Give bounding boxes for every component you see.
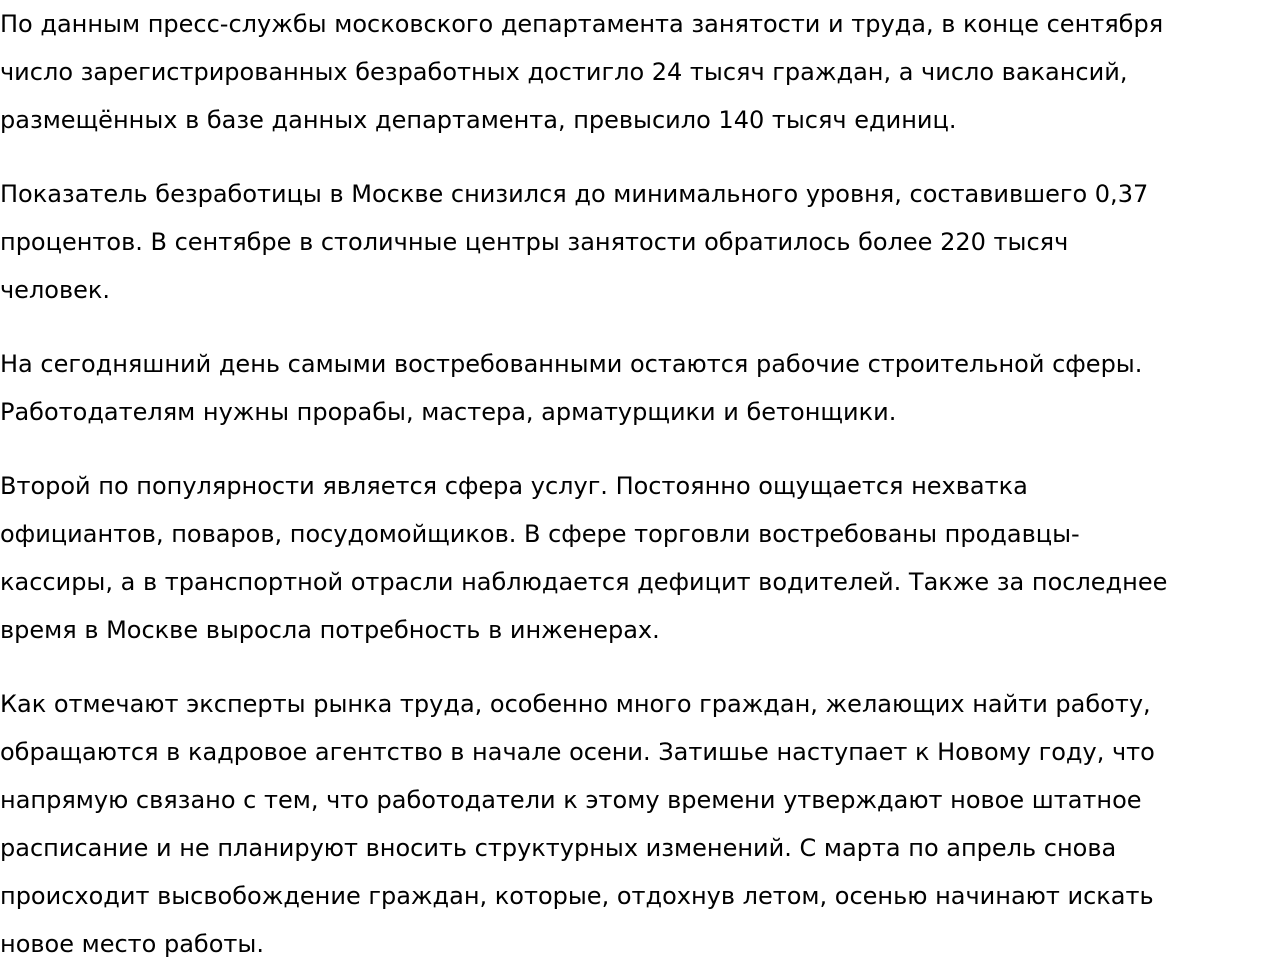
article-paragraph-5: Как отмечают эксперты рынка труда, особенно много граждан, желающих найти работу, обращаются в кадровое агентство в начале осени. Затишье наступает к Новому году, что напрямую связано с тем, что работодатели к этому времени утверждают новое штатное расписание и не планируют вносить структурных изменений. С марта по апрель снова происходит высвобождение граждан, которые, отдохнув летом, осенью начинают искать новое место работы. — [0, 690, 1155, 958]
article-paragraph-4: Второй по популярности является сфера услуг. Постоянно ощущается нехватка официантов, поваров, посудомойщиков. В сфере торговли востребованы продавцы- кассиры, а в транспортной отрасли наблюдается дефицит водителей. Также за последнее время в Москве выросла потребность в инженерах. — [0, 472, 1168, 644]
article-paragraph-3: На сегодняшний день самыми востребованными остаются рабочие строительной сферы. Работодателям нужны прорабы, мастера, арматурщики и бетонщики. — [0, 350, 1143, 426]
article-paragraph-2: Показатель безработицы в Москве снизился до минимального уровня, составившего 0,37 процентов. В сентябре в столичные центры занятости обратилось более 220 тысяч человек. — [0, 180, 1149, 304]
article-paragraph-1: По данным пресс-службы московского департамента занятости и труда, в конце сентября число зарегистрированных безработных достигло 24 тысяч граждан, а число вакансий, размещённых в базе данных департамента, превысило 140 тысяч единиц. — [0, 10, 1164, 134]
